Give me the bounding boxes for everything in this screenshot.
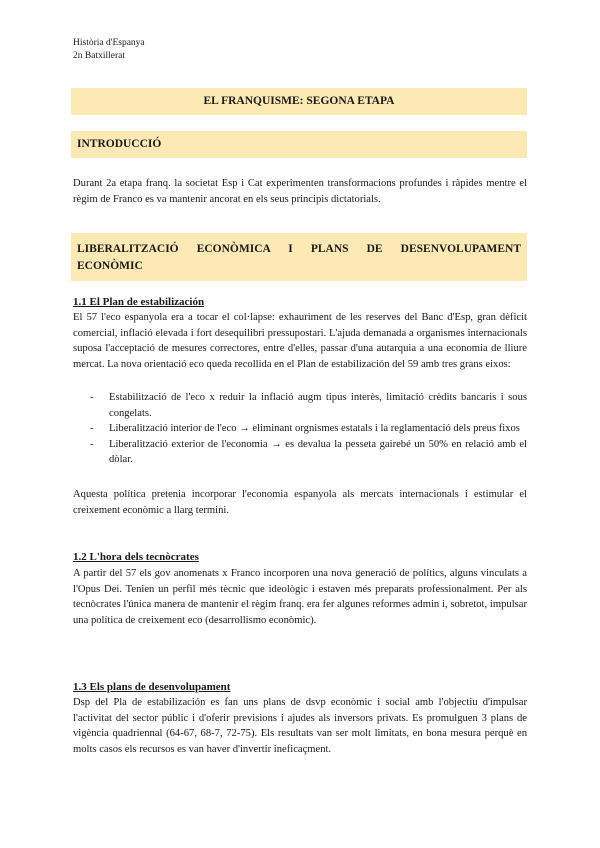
list-item: - Liberalització exterior de l'economia → es devalua la pesseta gairebé un 50% en relació amb el dòlar. [73,437,527,468]
list-item: - Estabilització de l'eco x reduir la inflació augm tipus interès, limitació crèdits bancaris i sous congelats. [73,390,527,421]
document-title: EL FRANQUISME: SEGONA ETAPA [71,88,527,115]
header-subject: Història d'Espanya [73,38,145,48]
section-1-2-paragraph: A partir del 57 els gov anomenats x Franco incorporen una nova generació de polítics, alguns vinculats a l'Opus Dei. Tenien un perfil més tècnic que ideològic i estaven més preparats professionalment. Per als tecnòcrates l'única manera de mantenir el règim franq. era fer algunes reformes admin i, sobretot, impulsar una política de creixement eco (desarrollismo econòmic). [73,568,527,626]
section-1-1-heading: 1.1 El Plan de estabilización [73,296,205,308]
section-1-3-paragraph: Dsp del Pla de estabilización es fan uns plans de dsvp econòmic i social amb l'objectiu d'impulsar l'activitat del sector públic i d'oferir previsions i ajudes als inversors privats. Es promulguen 3 plans de vigència quadriennal (64-67, 68-7, 72-75). Els resultats van ser molt limitats, en bona mesura perquè en molts casos els recursos es van haver d'invertir ineficaçment. [73,697,527,755]
section-1-2-heading: 1.2 L'hora dels tecnòcrates [73,551,199,563]
section-1-1-outro: Aquesta política pretenia incorporar l'economia espanyola als mercats internacionals i estimular el creixement econòmic a llarg termini. [73,489,527,516]
section-1-1-intro: El 57 l'eco espanyola era a tocar el col·lapse: exhauriment de les reserves del Banc d'Esp, gran dèficit comercial, inflació elevada i fort desequilibri pressupostari. L'ajuda demanada a organismes internacionals suposa l'acceptació de mesures correctores, entre d'elles, passar d'una autarquia a una economia de lliure mercat. La nova orientació eco queda recollida en el Plan de estabilización del 59 amb tres grans eixos: [73,312,527,370]
intro-paragraph: Durant 2a etapa franq. la societat Esp i Cat experimenten transformacions profundes i ràpides mentre el règim de Franco es va mantenir ancorat en els seus principis dictatorials. [73,178,527,205]
list-item: - Liberalització interior de l'eco → eliminant orgnismes estatals i la reglamentació dels preus fixos [73,421,527,437]
page-header [73,37,145,63]
liberalitzacio-heading-line1: LIBERALITZACIÓ ECONÒMICA I PLANS DE DESENVOLUPAMENT [77,243,521,255]
liberalitzacio-heading [71,233,527,281]
header-course: 2n Batxillerat [73,51,125,61]
section-1-3-heading: 1.3 Els plans de desenvolupament [73,681,231,693]
section-1-1-bullets [73,390,527,468]
liberalitzacio-heading-line2: ECONÒMIC [77,260,143,272]
intro-heading: INTRODUCCIÓ [71,131,527,158]
